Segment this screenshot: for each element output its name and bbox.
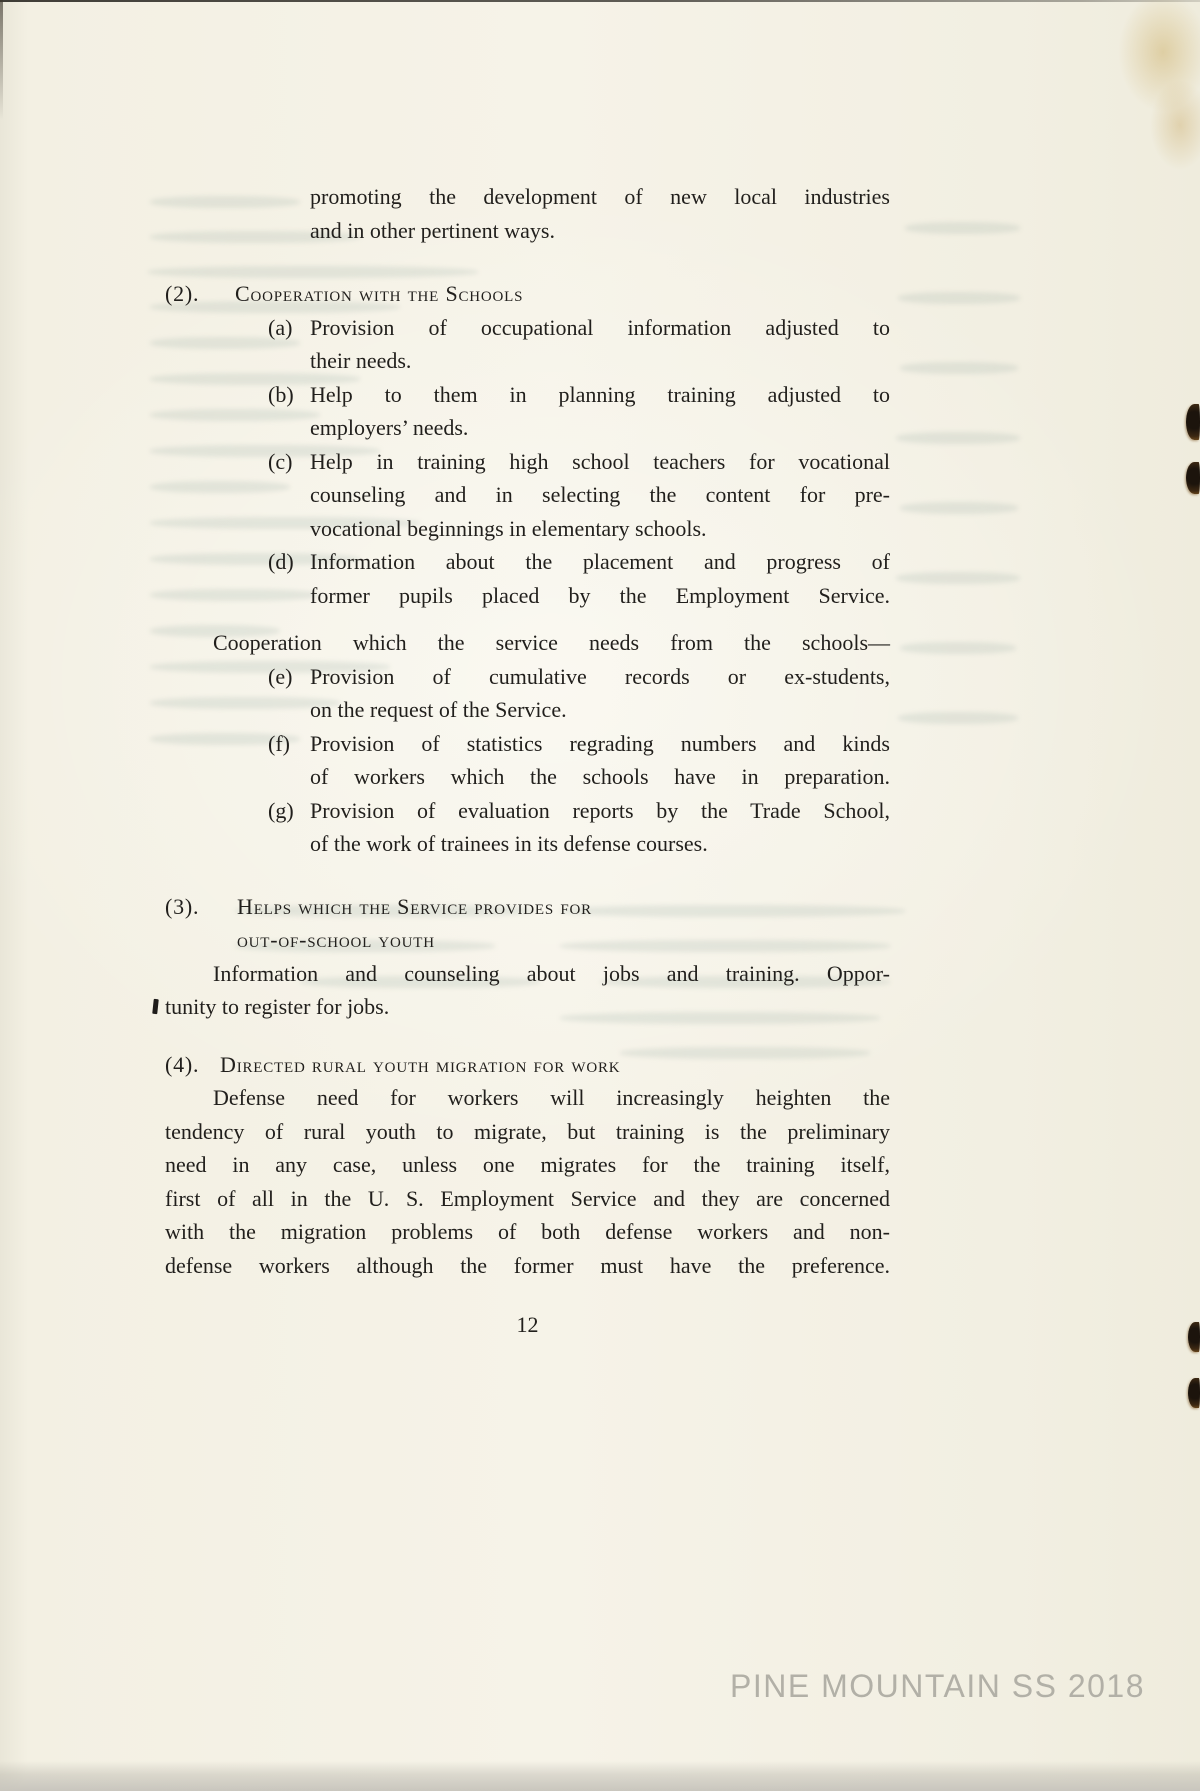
bleed-through-artifact xyxy=(900,502,1018,514)
item-marker: (b) xyxy=(268,381,294,407)
list-item xyxy=(165,660,890,694)
item-marker: (f) xyxy=(268,730,290,756)
list-item-continuation: counseling and in selecting the content for pre- xyxy=(310,482,890,507)
list-item-continuation: former pupils placed by the Employment Service. xyxy=(310,582,890,608)
section-number: (4). xyxy=(165,1051,200,1077)
item-text: Help to them in planning training adjusted to xyxy=(310,381,890,407)
list-item xyxy=(165,727,890,761)
list-item-continuation: vocational beginnings in elementary schools. xyxy=(310,515,707,541)
page-number: 12 xyxy=(516,1312,539,1337)
list-item xyxy=(165,311,890,345)
section-number: (2). xyxy=(165,281,200,306)
body-line: defense workers although the former must have the preference. xyxy=(165,1252,890,1278)
item-text: Provision of cumulative records or ex-students, xyxy=(310,663,890,689)
section-heading-2 xyxy=(165,277,890,311)
paper-stain xyxy=(1150,80,1200,170)
item-text: Provision of statistics regrading numbers and kinds xyxy=(310,730,890,756)
section-title: Cooperation with the Schools xyxy=(235,281,524,306)
section-title: Directed rural youth migration for work xyxy=(220,1051,621,1077)
body-line: Cooperation which the service needs from the schools— xyxy=(213,630,890,655)
section-heading-4 xyxy=(165,1048,890,1082)
section-heading-3-line2: out-of-school youth xyxy=(237,927,435,952)
list-item xyxy=(165,545,890,579)
body-line: first of all in the U. S. Employment Service and they are concerned xyxy=(165,1185,890,1211)
section-heading-3 xyxy=(165,890,890,924)
bleed-through-artifact xyxy=(900,642,1016,654)
body-line: tendency of rural youth to migrate, but training is the preliminary xyxy=(165,1118,890,1144)
bleed-through-artifact xyxy=(896,432,1020,444)
paper-stain xyxy=(1118,0,1200,112)
list-item-continuation: employers’ needs. xyxy=(310,415,469,440)
binding-mark xyxy=(1186,404,1200,440)
page-text-block xyxy=(165,180,890,1342)
body-line: with the migration problems of both defense workers and non- xyxy=(165,1219,890,1244)
list-item-continuation: on the request of the Service. xyxy=(310,697,567,722)
item-text: Provision of evaluation reports by the Trade School, xyxy=(310,797,890,823)
binding-mark xyxy=(1188,1322,1200,1352)
watermark: PINE MOUNTAIN SS 2018 xyxy=(729,1668,1145,1704)
body-line: Defense need for workers will increasingly heighten the xyxy=(213,1085,890,1110)
bleed-through-artifact xyxy=(896,572,1020,584)
item-marker: (d) xyxy=(268,549,294,574)
section-number: (3). xyxy=(165,893,200,919)
list-item xyxy=(165,794,890,828)
binding-mark xyxy=(1188,1378,1200,1408)
scan-edge-left xyxy=(0,0,3,120)
bleed-through-artifact xyxy=(900,362,1018,374)
scan-edge-top xyxy=(0,0,1200,2)
bleed-through-artifact xyxy=(905,222,1020,234)
binding-mark xyxy=(1186,462,1200,494)
body-line: need in any case, unless one migrates for the training itself, xyxy=(165,1152,890,1177)
body-line: and in other pertinent ways. xyxy=(310,217,555,243)
list-item-continuation: of workers which the schools have in preparation. xyxy=(310,764,890,789)
body-line: promoting the development of new local industries xyxy=(310,184,890,209)
item-text: Information about the placement and progress of xyxy=(310,549,890,574)
body-line: Information and counseling about jobs and training. Oppor- xyxy=(213,960,890,986)
bleed-through-artifact xyxy=(898,712,1018,724)
bleed-through-artifact xyxy=(898,292,1020,304)
item-text: Help in training high school teachers for vocational xyxy=(310,448,890,474)
list-item xyxy=(165,445,890,479)
item-marker: (g) xyxy=(268,797,294,823)
section-title: Helps which the Service provides for xyxy=(237,893,592,919)
list-item-continuation: their needs. xyxy=(310,348,412,373)
item-text: Provision of occupational information adjusted to xyxy=(310,314,890,340)
list-item xyxy=(165,378,890,412)
body-line: tunity to register for jobs. xyxy=(165,990,890,1024)
list-item-continuation: of the work of trainees in its defense courses. xyxy=(310,831,708,856)
scan-edge-bottom xyxy=(0,1761,1200,1791)
item-marker: (a) xyxy=(268,314,293,340)
item-marker: (c) xyxy=(268,448,293,474)
item-marker: (e) xyxy=(268,663,293,689)
